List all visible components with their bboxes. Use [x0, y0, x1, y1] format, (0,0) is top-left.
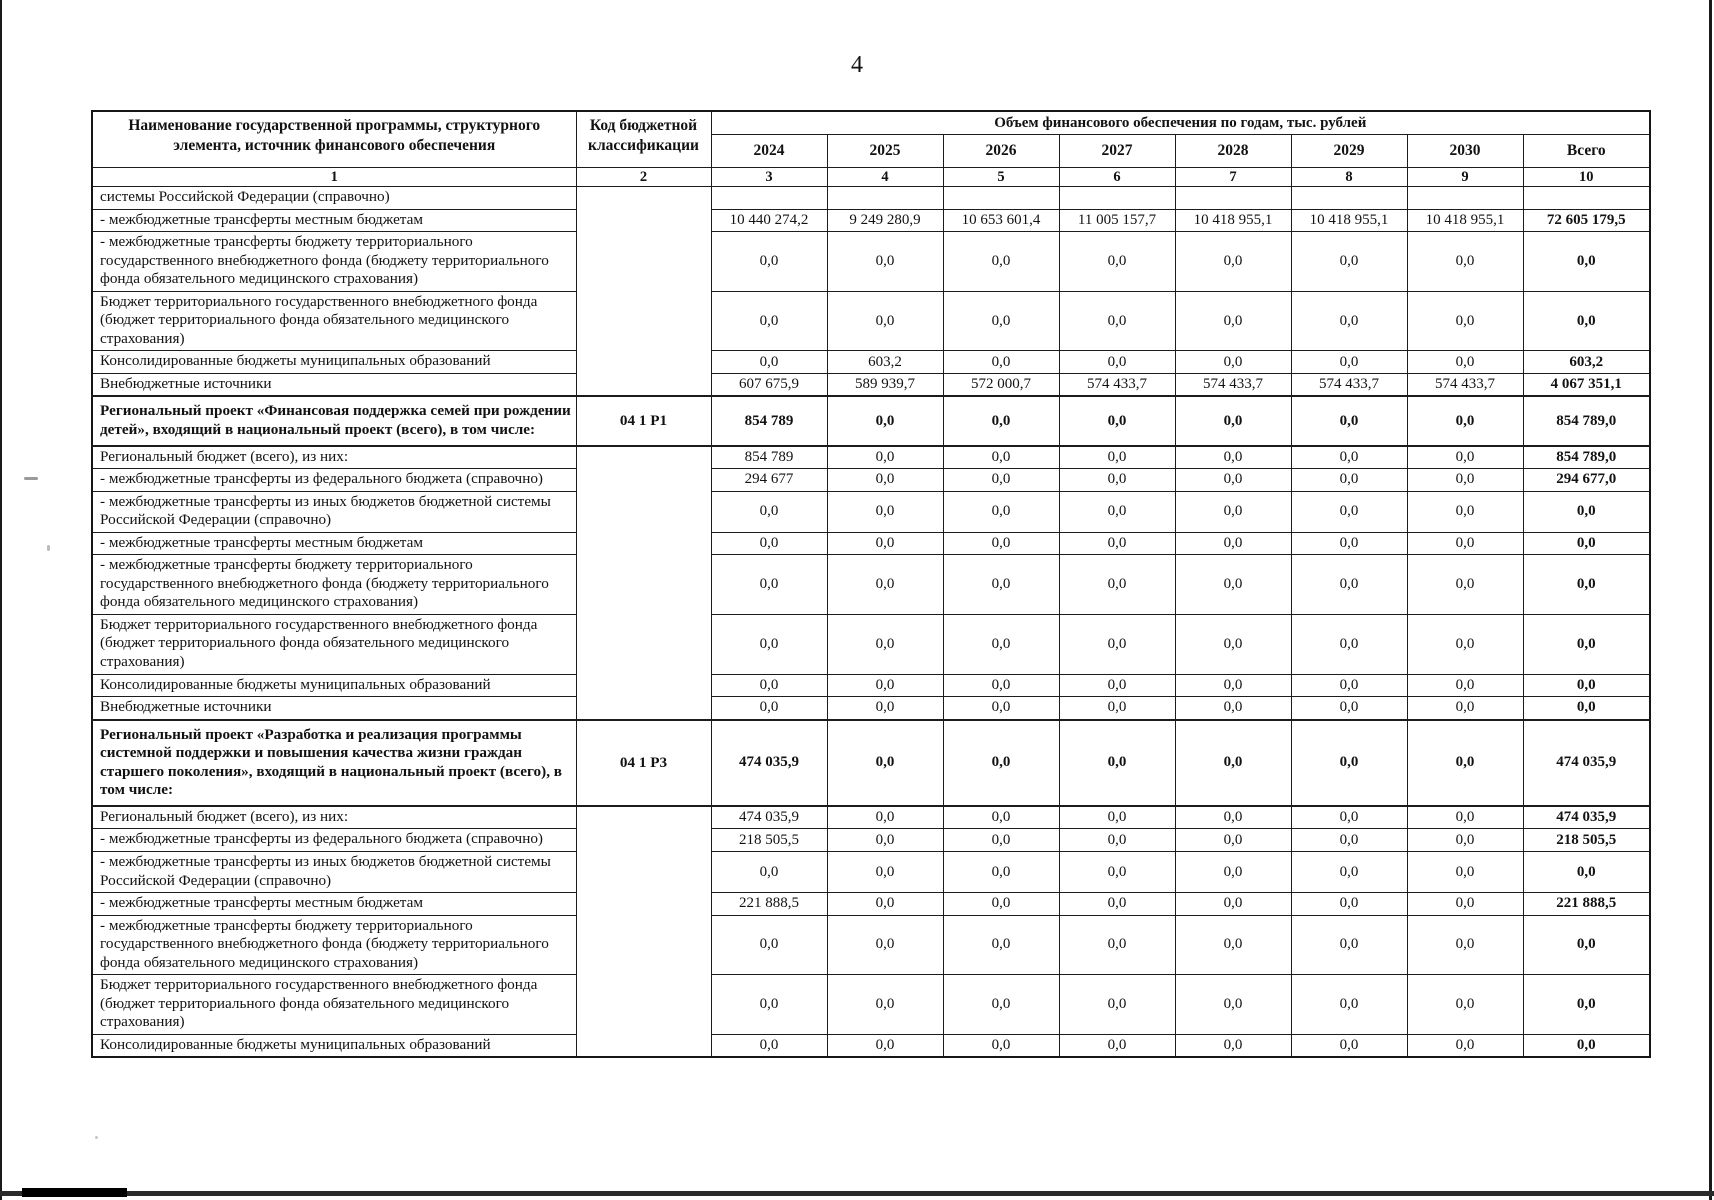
- row-label: Консолидированные бюджеты муниципальных образований: [92, 674, 576, 697]
- table-row: [92, 555, 1650, 615]
- value-year: 0,0: [1291, 674, 1407, 697]
- value-year: 574 433,7: [1175, 373, 1291, 396]
- value-total: 0,0: [1523, 915, 1650, 975]
- row-budget-code: [576, 187, 711, 397]
- value-year: 0,0: [1291, 829, 1407, 852]
- row-label: - межбюджетные трансферты из федерального бюджета (справочно): [92, 469, 576, 492]
- table-row: [92, 975, 1650, 1035]
- value-year: 0,0: [943, 291, 1059, 351]
- table-row: [92, 532, 1650, 555]
- row-label: - межбюджетные трансферты местным бюджетам: [92, 893, 576, 916]
- value-year: 574 433,7: [1407, 373, 1523, 396]
- value-total: 603,2: [1523, 351, 1650, 374]
- value-year: 0,0: [711, 491, 827, 532]
- value-year: 0,0: [943, 469, 1059, 492]
- row-label: - межбюджетные трансферты бюджету территориального государственного внебюджетного фонда (бюджету территориального фонда обязательного медицинского страхования): [92, 915, 576, 975]
- row-label: - межбюджетные трансферты из иных бюджетов бюджетной системы Российской Федерации (справочно): [92, 491, 576, 532]
- value-year: 0,0: [943, 851, 1059, 892]
- row-label: - межбюджетные трансферты местным бюджетам: [92, 532, 576, 555]
- value-year: 0,0: [1291, 893, 1407, 916]
- value-year: [827, 187, 943, 210]
- value-year: 574 433,7: [1291, 373, 1407, 396]
- value-year: 0,0: [827, 232, 943, 292]
- value-year: 0,0: [943, 446, 1059, 469]
- value-year: 0,0: [711, 1034, 827, 1057]
- header-year-2026: 2026: [943, 135, 1059, 168]
- column-number: 9: [1407, 168, 1523, 187]
- value-year: 0,0: [711, 351, 827, 374]
- value-year: 0,0: [711, 555, 827, 615]
- value-total: 0,0: [1523, 697, 1650, 720]
- value-year: 0,0: [943, 532, 1059, 555]
- value-total: [1523, 187, 1650, 210]
- value-year: 0,0: [1407, 446, 1523, 469]
- value-year: 0,0: [943, 674, 1059, 697]
- value-year: 0,0: [1407, 555, 1523, 615]
- value-year: 474 035,9: [711, 806, 827, 829]
- value-year: 0,0: [1059, 396, 1175, 445]
- value-year: 9 249 280,9: [827, 209, 943, 232]
- value-year: 294 677: [711, 469, 827, 492]
- table-row: [92, 469, 1650, 492]
- column-number: 6: [1059, 168, 1175, 187]
- value-total: 0,0: [1523, 491, 1650, 532]
- value-year: 0,0: [1175, 851, 1291, 892]
- value-year: 0,0: [827, 532, 943, 555]
- value-year: 0,0: [1059, 851, 1175, 892]
- table-row: [92, 351, 1650, 374]
- scan-edge-bottom: [0, 1191, 1714, 1196]
- value-year: 10 653 601,4: [943, 209, 1059, 232]
- value-total: 72 605 179,5: [1523, 209, 1650, 232]
- value-year: 0,0: [1291, 720, 1407, 806]
- value-year: 0,0: [943, 806, 1059, 829]
- value-year: 0,0: [943, 351, 1059, 374]
- row-label: Региональный бюджет (всего), из них:: [92, 806, 576, 829]
- value-year: 0,0: [1407, 1034, 1523, 1057]
- value-year: 0,0: [1407, 351, 1523, 374]
- row-label: Бюджет территориального государственного внебюджетного фонда (бюджет территориального фонда обязательного медицинского страхования): [92, 614, 576, 674]
- value-year: 0,0: [1291, 555, 1407, 615]
- row-label: - межбюджетные трансферты из иных бюджетов бюджетной системы Российской Федерации (справочно): [92, 851, 576, 892]
- value-year: 0,0: [1059, 806, 1175, 829]
- row-label: Консолидированные бюджеты муниципальных образований: [92, 1034, 576, 1057]
- header-row-numbers: [92, 168, 1650, 187]
- value-year: 0,0: [1059, 446, 1175, 469]
- header-year-2028: 2028: [1175, 135, 1291, 168]
- value-year: 0,0: [943, 915, 1059, 975]
- column-number: 4: [827, 168, 943, 187]
- table-row: [92, 893, 1650, 916]
- value-year: 0,0: [827, 697, 943, 720]
- value-year: 0,0: [827, 469, 943, 492]
- header-total: Всего: [1523, 135, 1650, 168]
- value-year: 0,0: [1059, 232, 1175, 292]
- value-year: 607 675,9: [711, 373, 827, 396]
- column-number: 5: [943, 168, 1059, 187]
- value-year: 0,0: [943, 555, 1059, 615]
- table-row: [92, 232, 1650, 292]
- row-label: - межбюджетные трансферты местным бюджетам: [92, 209, 576, 232]
- row-label: Бюджет территориального государственного внебюджетного фонда (бюджет территориального фонда обязательного медицинского страхования): [92, 291, 576, 351]
- header-year-2027: 2027: [1059, 135, 1175, 168]
- value-year: 854 789: [711, 446, 827, 469]
- value-year: 0,0: [1175, 555, 1291, 615]
- table-header: [92, 111, 1650, 187]
- value-year: 0,0: [943, 975, 1059, 1035]
- value-year: 0,0: [711, 697, 827, 720]
- value-year: 0,0: [1059, 491, 1175, 532]
- value-year: 0,0: [1407, 232, 1523, 292]
- scan-speck: [24, 477, 38, 480]
- table-row: [92, 446, 1650, 469]
- header-year-2029: 2029: [1291, 135, 1407, 168]
- value-year: 10 418 955,1: [1407, 209, 1523, 232]
- value-year: 0,0: [1291, 614, 1407, 674]
- value-year: 0,0: [711, 975, 827, 1035]
- row-label: Региональный бюджет (всего), из них:: [92, 446, 576, 469]
- table-row: [92, 291, 1650, 351]
- value-total: 221 888,5: [1523, 893, 1650, 916]
- value-year: 0,0: [827, 291, 943, 351]
- row-label: Внебюджетные источники: [92, 373, 576, 396]
- column-number: 7: [1175, 168, 1291, 187]
- value-year: 10 418 955,1: [1175, 209, 1291, 232]
- value-year: 0,0: [1059, 697, 1175, 720]
- value-year: 0,0: [1059, 351, 1175, 374]
- value-total: 218 505,5: [1523, 829, 1650, 852]
- row-budget-code: [576, 806, 711, 1058]
- table-body: [92, 187, 1650, 1058]
- value-year: 0,0: [827, 975, 943, 1035]
- value-year: 0,0: [827, 491, 943, 532]
- header-row-main: [92, 111, 1650, 135]
- table-row: [92, 720, 1650, 806]
- value-year: 0,0: [1175, 396, 1291, 445]
- value-year: 0,0: [827, 851, 943, 892]
- value-year: 0,0: [1175, 720, 1291, 806]
- value-year: 0,0: [1059, 291, 1175, 351]
- table-row: [92, 697, 1650, 720]
- value-year: 0,0: [1175, 614, 1291, 674]
- column-number: 8: [1291, 168, 1407, 187]
- value-year: 0,0: [1291, 396, 1407, 445]
- row-label: Региональный проект «Финансовая поддержка семей при рождении детей», входящий в национальный проект (всего), в том числе:: [92, 396, 576, 445]
- value-total: 0,0: [1523, 851, 1650, 892]
- column-number: 3: [711, 168, 827, 187]
- value-year: 0,0: [1059, 720, 1175, 806]
- value-year: 0,0: [827, 614, 943, 674]
- page-number: 4: [851, 52, 863, 78]
- value-year: [711, 187, 827, 210]
- value-year: [1291, 187, 1407, 210]
- table-row: [92, 674, 1650, 697]
- value-year: 0,0: [1291, 697, 1407, 720]
- value-year: 0,0: [827, 446, 943, 469]
- table-row: [92, 829, 1650, 852]
- value-year: 0,0: [1175, 975, 1291, 1035]
- header-volume-group: Объем финансового обеспечения по годам, тыс. рублей: [711, 111, 1650, 135]
- value-year: 572 000,7: [943, 373, 1059, 396]
- value-year: 0,0: [827, 915, 943, 975]
- value-year: 854 789: [711, 396, 827, 445]
- value-year: 0,0: [1175, 232, 1291, 292]
- value-year: 0,0: [1291, 806, 1407, 829]
- row-budget-code: [576, 446, 711, 720]
- value-total: 4 067 351,1: [1523, 373, 1650, 396]
- value-total: 474 035,9: [1523, 806, 1650, 829]
- header-program-name: Наименование государственной программы, структурного элемента, источник финансового обеспечения: [92, 111, 576, 168]
- value-year: 0,0: [827, 555, 943, 615]
- value-year: 0,0: [1059, 674, 1175, 697]
- table-row: [92, 851, 1650, 892]
- value-year: [1175, 187, 1291, 210]
- row-label: Консолидированные бюджеты муниципальных образований: [92, 351, 576, 374]
- value-year: 221 888,5: [711, 893, 827, 916]
- value-total: 0,0: [1523, 674, 1650, 697]
- value-year: 0,0: [1291, 532, 1407, 555]
- value-year: 10 418 955,1: [1291, 209, 1407, 232]
- table-row: [92, 806, 1650, 829]
- value-year: 0,0: [711, 674, 827, 697]
- value-year: 0,0: [1059, 614, 1175, 674]
- header-budget-code: Код бюджетной классификации: [576, 111, 711, 168]
- value-year: 0,0: [1059, 1034, 1175, 1057]
- value-year: 0,0: [1291, 351, 1407, 374]
- row-label: Региональный проект «Разработка и реализация программы системной поддержки и повышения качества жизни граждан старшего поколения», входящий в национальный проект (всего), в том числе:: [92, 720, 576, 806]
- row-label: Внебюджетные источники: [92, 697, 576, 720]
- value-year: 0,0: [1407, 469, 1523, 492]
- value-year: 0,0: [943, 697, 1059, 720]
- row-budget-code: 04 1 Р1: [576, 396, 711, 445]
- value-year: 0,0: [827, 829, 943, 852]
- value-year: 0,0: [943, 829, 1059, 852]
- row-label: - межбюджетные трансферты бюджету территориального государственного внебюджетного фонда (бюджету территориального фонда обязательного медицинского страхования): [92, 232, 576, 292]
- scan-edge-bottom-segment: [22, 1188, 127, 1197]
- value-year: 0,0: [827, 720, 943, 806]
- scan-edge-left: [0, 0, 2, 1200]
- value-year: 0,0: [1407, 720, 1523, 806]
- value-year: 0,0: [1407, 491, 1523, 532]
- row-label: Бюджет территориального государственного внебюджетного фонда (бюджет территориального фонда обязательного медицинского страхования): [92, 975, 576, 1035]
- value-total: 0,0: [1523, 532, 1650, 555]
- value-year: 0,0: [943, 491, 1059, 532]
- value-year: 0,0: [827, 674, 943, 697]
- value-total: 854 789,0: [1523, 446, 1650, 469]
- row-label: - межбюджетные трансферты бюджету территориального государственного внебюджетного фонда (бюджету территориального фонда обязательного медицинского страхования): [92, 555, 576, 615]
- value-year: 0,0: [1407, 532, 1523, 555]
- value-year: 0,0: [943, 232, 1059, 292]
- value-year: 0,0: [1407, 893, 1523, 916]
- value-year: 0,0: [1175, 915, 1291, 975]
- value-year: 474 035,9: [711, 720, 827, 806]
- value-year: 218 505,5: [711, 829, 827, 852]
- header-year-2024: 2024: [711, 135, 827, 168]
- value-year: [1407, 187, 1523, 210]
- value-year: 0,0: [1059, 469, 1175, 492]
- value-year: 0,0: [1291, 232, 1407, 292]
- value-year: 0,0: [1291, 469, 1407, 492]
- scan-speck: [47, 545, 50, 551]
- value-year: 0,0: [1291, 491, 1407, 532]
- value-year: 0,0: [711, 851, 827, 892]
- table-row: [92, 209, 1650, 232]
- value-year: 10 440 274,2: [711, 209, 827, 232]
- value-year: 0,0: [1407, 806, 1523, 829]
- value-year: 0,0: [1175, 532, 1291, 555]
- value-year: [1059, 187, 1175, 210]
- value-year: 0,0: [711, 232, 827, 292]
- table-row: [92, 915, 1650, 975]
- column-number: 10: [1523, 168, 1650, 187]
- value-year: 0,0: [1175, 893, 1291, 916]
- value-year: 0,0: [1407, 396, 1523, 445]
- value-year: 0,0: [943, 893, 1059, 916]
- budget-table: [91, 110, 1651, 1058]
- value-total: 474 035,9: [1523, 720, 1650, 806]
- value-year: 0,0: [1175, 491, 1291, 532]
- value-year: 0,0: [1175, 469, 1291, 492]
- value-year: 0,0: [1407, 829, 1523, 852]
- column-number: 1: [92, 168, 576, 187]
- value-year: 0,0: [827, 806, 943, 829]
- value-year: 0,0: [1291, 446, 1407, 469]
- value-year: 0,0: [711, 915, 827, 975]
- row-label: системы Российской Федерации (справочно): [92, 187, 576, 210]
- value-year: 0,0: [827, 1034, 943, 1057]
- value-year: 0,0: [1059, 893, 1175, 916]
- value-year: 0,0: [1407, 851, 1523, 892]
- value-total: 854 789,0: [1523, 396, 1650, 445]
- value-year: 0,0: [943, 720, 1059, 806]
- value-year: 0,0: [711, 614, 827, 674]
- value-year: 574 433,7: [1059, 373, 1175, 396]
- value-year: 0,0: [1175, 446, 1291, 469]
- value-year: 0,0: [1291, 291, 1407, 351]
- value-year: 0,0: [1407, 674, 1523, 697]
- value-year: 0,0: [1407, 614, 1523, 674]
- value-year: 0,0: [827, 893, 943, 916]
- scan-edge-right: [1709, 0, 1712, 1200]
- table-row: [92, 491, 1650, 532]
- value-year: 0,0: [1175, 1034, 1291, 1057]
- value-year: 0,0: [1059, 829, 1175, 852]
- table-row: [92, 614, 1650, 674]
- value-total: 0,0: [1523, 614, 1650, 674]
- header-year-2030: 2030: [1407, 135, 1523, 168]
- value-total: 0,0: [1523, 232, 1650, 292]
- value-year: 0,0: [1059, 532, 1175, 555]
- value-total: 0,0: [1523, 291, 1650, 351]
- table-row: [92, 187, 1650, 210]
- value-year: 0,0: [1175, 351, 1291, 374]
- value-year: 0,0: [1407, 915, 1523, 975]
- value-year: 0,0: [1291, 915, 1407, 975]
- table-row: [92, 396, 1650, 445]
- row-label: - межбюджетные трансферты из федерального бюджета (справочно): [92, 829, 576, 852]
- value-year: 0,0: [1175, 806, 1291, 829]
- value-year: 0,0: [943, 396, 1059, 445]
- value-year: 0,0: [711, 291, 827, 351]
- value-year: 0,0: [1175, 697, 1291, 720]
- scan-speck: [95, 1136, 98, 1139]
- value-year: 0,0: [1175, 829, 1291, 852]
- value-year: 0,0: [1407, 291, 1523, 351]
- table-row: [92, 373, 1650, 396]
- column-number: 2: [576, 168, 711, 187]
- value-total: 0,0: [1523, 1034, 1650, 1057]
- value-year: 603,2: [827, 351, 943, 374]
- value-year: 0,0: [1059, 915, 1175, 975]
- table-row: [92, 1034, 1650, 1057]
- value-year: 11 005 157,7: [1059, 209, 1175, 232]
- value-year: 0,0: [1407, 975, 1523, 1035]
- value-total: 294 677,0: [1523, 469, 1650, 492]
- value-year: 0,0: [1291, 975, 1407, 1035]
- value-year: 589 939,7: [827, 373, 943, 396]
- value-total: 0,0: [1523, 975, 1650, 1035]
- value-year: 0,0: [943, 1034, 1059, 1057]
- row-budget-code: 04 1 Р3: [576, 720, 711, 806]
- value-year: 0,0: [1175, 674, 1291, 697]
- value-year: 0,0: [827, 396, 943, 445]
- value-year: 0,0: [711, 532, 827, 555]
- value-year: 0,0: [1291, 851, 1407, 892]
- value-year: 0,0: [1175, 291, 1291, 351]
- value-year: 0,0: [1059, 975, 1175, 1035]
- value-year: 0,0: [1291, 1034, 1407, 1057]
- value-total: 0,0: [1523, 555, 1650, 615]
- value-year: [943, 187, 1059, 210]
- header-year-2025: 2025: [827, 135, 943, 168]
- value-year: 0,0: [1407, 697, 1523, 720]
- value-year: 0,0: [1059, 555, 1175, 615]
- value-year: 0,0: [943, 614, 1059, 674]
